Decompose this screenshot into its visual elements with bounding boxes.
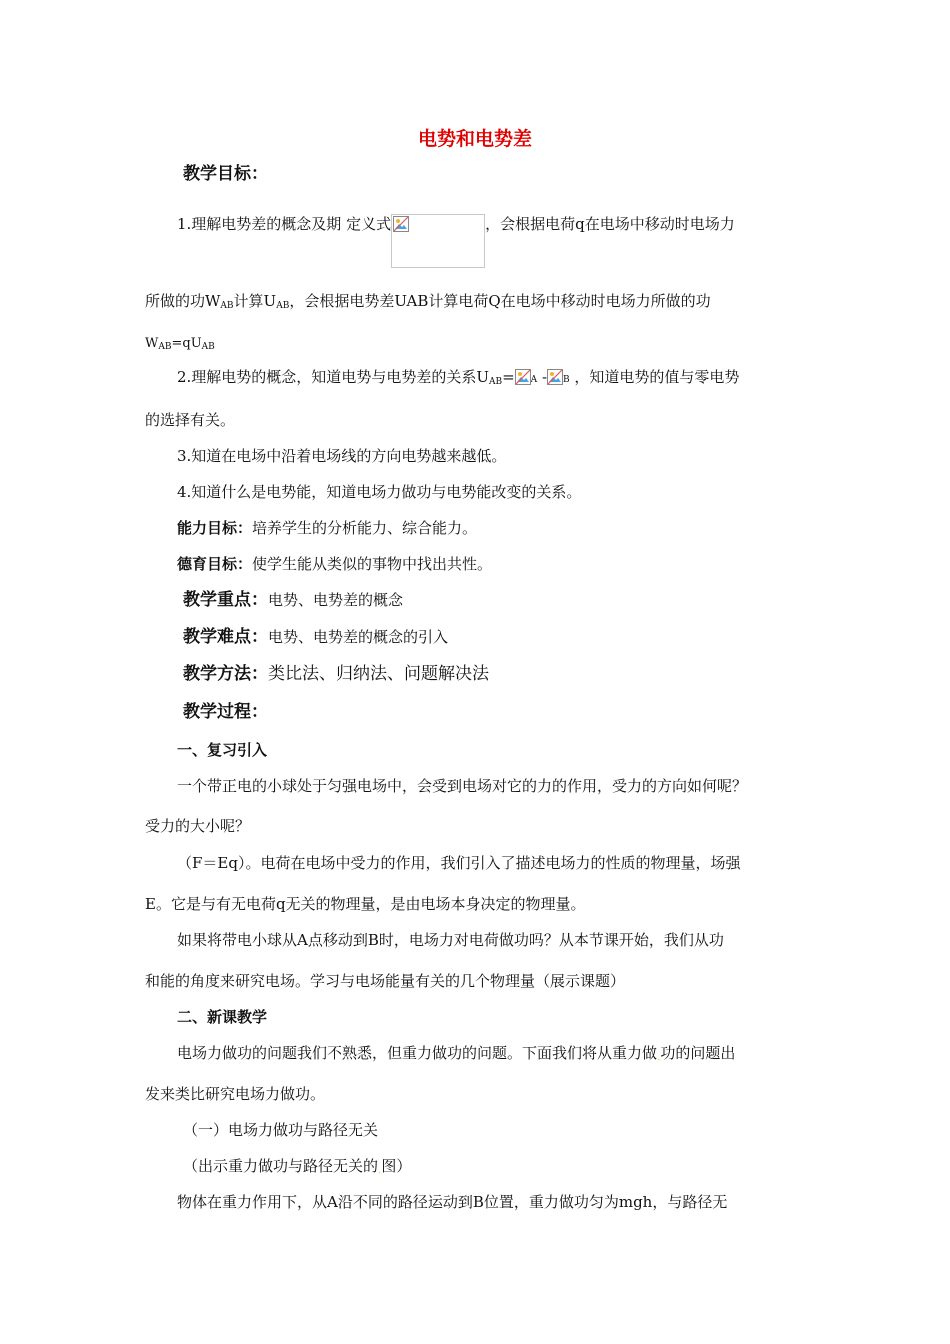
- page-title: 电势和电势差: [417, 128, 532, 150]
- edit-mark-icon: ˏ: [378, 1163, 382, 1174]
- section-1-heading: 一、复习引入: [177, 741, 268, 759]
- goal-1-line-3: $W_{AB}=qU_{AB}$: [145, 336, 215, 352]
- definition-formula-image: [391, 214, 485, 268]
- goal-4: 4.知道什么是电势能，知道电场力做功与电势能改变的关系。: [177, 483, 582, 501]
- goal-3: 3.知道在电场中沿着电场线的方向电势越来越低。: [177, 447, 507, 465]
- goal-1: 1.理解电势差的概念及期 定义式 ，会根据电荷q在电场中移动时电场力: [177, 214, 735, 268]
- moral-goal: 德育目标：使学生能从类似的事物中找出共性。: [177, 555, 493, 573]
- para-2-line-1: （F＝Eq）。电荷在电场中受力的作用，我们引入了描述电场力的性质的物理量，场强: [177, 854, 741, 872]
- goal-1-line-2: 所做的功$W_{AB}$计算$U_{AB}$，会根据电势差UAB计算电荷Q在电场中移动时电场力所做的功: [145, 292, 711, 311]
- para-3-line-1: 如果将带电小球从A点移动到B时，电场力对电荷做功吗？从本节课开始，我们从功: [177, 931, 724, 949]
- para-2-line-2: E。它是与有无电荷q无关的物理量，是由电场本身决定的物理量。: [145, 895, 586, 913]
- teaching-method: 教学方法：类比法、归纳法、问题解决法: [183, 664, 489, 684]
- process-heading: 教学过程：: [183, 702, 268, 722]
- para-4-line-2: 发来类比研究电场力做功。: [145, 1085, 326, 1103]
- para-4-line-1: 电场力做功的问题我们不熟悉，但重力做功的问题。下面我们将从重力做ˏ功的问题出: [177, 1044, 736, 1062]
- goal-2-line-2: 的选择有关。: [145, 411, 236, 429]
- broken-image-icon: [515, 369, 531, 385]
- phi-a-image: [515, 369, 533, 385]
- goals-heading: 教学目标：: [183, 164, 268, 184]
- broken-image-icon: [547, 369, 563, 385]
- teaching-difficulty: 教学难点：电势、电势差的概念的引入: [183, 627, 449, 647]
- para-1-line-1: 一个带正电的小球处于匀强电场中，会受到电场对它的力的作用，受力的方向如何呢？: [177, 777, 748, 795]
- para-5-line-1: 物体在重力作用下，从A沿不同的路径运动到B位置，重力做功匀为mgh，与路径无: [177, 1193, 728, 1211]
- section-2-heading: 二、新课教学: [177, 1008, 268, 1026]
- broken-image-icon: [393, 216, 409, 232]
- edit-mark-icon: ˏ: [657, 1050, 661, 1061]
- subsection-1-heading: （一）电场力做功与路径无关: [183, 1121, 379, 1139]
- teaching-key: 教学重点：电势、电势差的概念: [183, 590, 404, 610]
- phi-b-image: [547, 369, 565, 385]
- ability-goal: 能力目标：培养学生的分析能力、综合能力。: [177, 519, 478, 537]
- subsection-1-note: （出示重力做功与路径无关的ˏ图）: [183, 1157, 412, 1175]
- para-3-line-2: 和能的角度来研究电场。学习与电场能量有关的几个物理量（展示课题）: [145, 972, 626, 990]
- goal-2: 2.理解电势的概念，知道电势与电势差的关系$U_{AB}=$ A - B ，知道电势的值与零电势: [177, 368, 740, 387]
- para-1-line-2: 受力的大小呢？: [145, 817, 251, 835]
